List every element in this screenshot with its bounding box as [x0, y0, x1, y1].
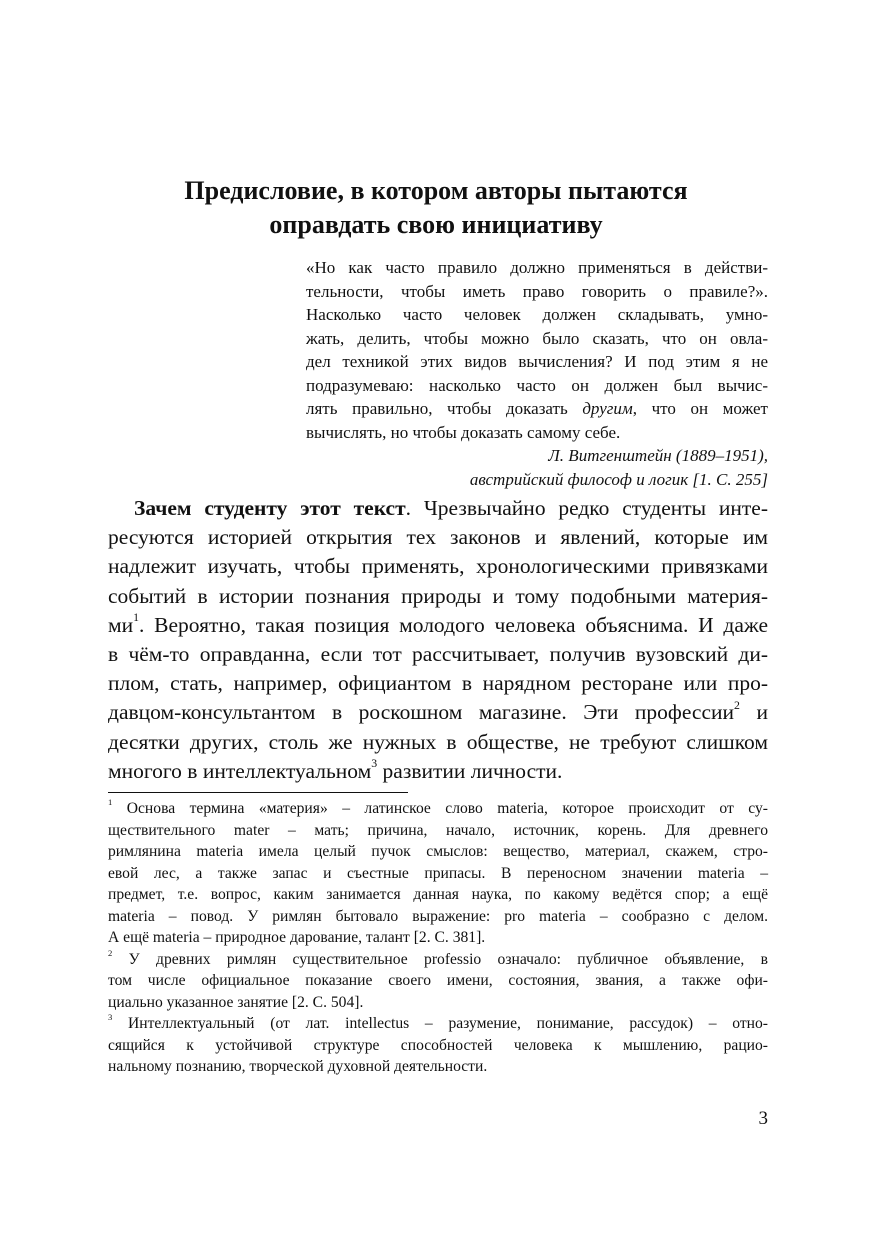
epigraph-line: подразумеваю: насколько часто он должен был вычис- — [306, 375, 768, 395]
body-line — [108, 611, 768, 640]
footnote-line: ществительного mater – мать; причина, начало, источник, корень. Для древнего — [108, 821, 768, 839]
body-line: десятки других, столь же нужных в обществе, не требуют слишком — [108, 729, 768, 754]
title-line: оправдать свою инициативу — [269, 210, 603, 239]
epigraph-line — [306, 397, 768, 421]
footnote-line — [108, 949, 768, 971]
body-line: надлежит изучать, чтобы применять, хронологическими привязками — [108, 554, 768, 579]
footnote-line — [108, 1013, 768, 1035]
footnote-line: А ещё materia – природное дарование, талант [2. С. 381]. — [108, 929, 486, 946]
epigraph-author-description: австрийский философ и логик [1. С. 255] — [469, 469, 768, 489]
footnote-line: римлянина materia имела целый пучок смыслов: вещество, материал, скажем, стро- — [108, 843, 768, 860]
footnote-ref-3[interactable]: 3 — [371, 756, 378, 771]
footnote-line: сящийся к устойчивой структуре способностей человека к мышлению, рацио- — [108, 1036, 768, 1054]
footnote-line: том числе официальное показание своего имени, состояния, звания, а также офи- — [108, 972, 768, 989]
footnote-line: предмет, т.е. вопрос, каким занимается данная наука, по какому ведётся спор; а ещё — [108, 886, 768, 903]
footnote-line: циально указанное занятие [2. С. 504]. — [108, 993, 364, 1011]
footnote-line — [108, 798, 768, 820]
epigraph-text: , что он может — [632, 399, 768, 418]
epigraph-line: Насколько часто человек должен складывать, умно- — [306, 305, 768, 324]
footnote-line: нальному познанию, творческой духовной деятельности. — [108, 1058, 488, 1075]
footnote-ref-2[interactable]: 2 — [734, 697, 740, 712]
body-line — [108, 757, 768, 786]
footnote-text: У древних римлян существительное professio означало: публичное объявление, в — [112, 950, 768, 968]
body-text: ми — [108, 612, 134, 637]
body-text: и — [739, 700, 769, 725]
epigraph-line: «Но как часто правило должно применяться в действи- — [306, 258, 768, 277]
epigraph-line: дел техникой этих видов вычисления? И под этим я не — [306, 352, 768, 371]
footnote-number: 2 — [108, 947, 113, 958]
body-text: многого в интеллектуальном — [108, 758, 372, 783]
lead-heading: Зачем студенту этот текст — [134, 496, 406, 520]
body-text: развитии личности. — [377, 758, 563, 783]
epigraph-text: лять правильно, чтобы доказать — [306, 399, 583, 418]
body-text: давцом-консультантом в роскошном магазине. Эти профессии — [108, 700, 735, 725]
footnote-divider — [108, 792, 408, 793]
body-line — [108, 698, 768, 727]
footnote-line: materia – повод. У римлян бытовало выражение: pro materia – сообразно с делом. — [108, 907, 768, 925]
body-line: в чём-то оправданна, если тот рассчитывает, получив вузовский ди- — [108, 641, 768, 666]
epigraph-author: Л. Витгенштейн (1889–1951), — [548, 446, 768, 465]
body-text: . Вероятно, такая позиция молодого человека объяснима. И даже — [139, 612, 768, 637]
footnote-text: Основа термина «материя» – латинское слово materia, которое происходит от су- — [112, 800, 768, 817]
footnotes — [108, 798, 768, 1078]
epigraph-line: жать, делить, чтобы можно было сказать, что он овла- — [306, 328, 768, 348]
body-paragraph — [108, 494, 768, 786]
epigraph — [306, 256, 768, 491]
epigraph-emphasis: другим — [582, 399, 633, 418]
body-line — [108, 494, 768, 523]
body-text: . Чрезвычайно редко студенты инте- — [405, 496, 768, 520]
epigraph-line: вычислять, но чтобы доказать самому себе. — [306, 422, 621, 442]
page-number: 3 — [758, 1108, 768, 1129]
body-line: плом, стать, например, официантом в нарядном ресторане или про- — [108, 671, 768, 696]
footnote-number: 3 — [108, 1012, 113, 1023]
body-line: событий в истории познания природы и тому подобными материя- — [108, 583, 768, 608]
page-title — [100, 174, 772, 242]
body-line: ресуются историей открытия тех законов и явлений, которые им — [108, 525, 768, 550]
footnote-number: 1 — [108, 797, 113, 808]
title-line: Предисловие, в котором авторы пытаются — [184, 176, 688, 205]
footnote-ref-1[interactable]: 1 — [133, 610, 140, 625]
epigraph-line: тельности, чтобы иметь право говорить о правиле?». — [306, 281, 768, 301]
footnote-text: Интеллектуальный (от лат. intellectus – разумение, понимание, рассудок) – отно- — [112, 1015, 768, 1032]
footnote-line: евой лес, а также запас и съестные припасы. В переносном значении materia – — [108, 864, 768, 882]
